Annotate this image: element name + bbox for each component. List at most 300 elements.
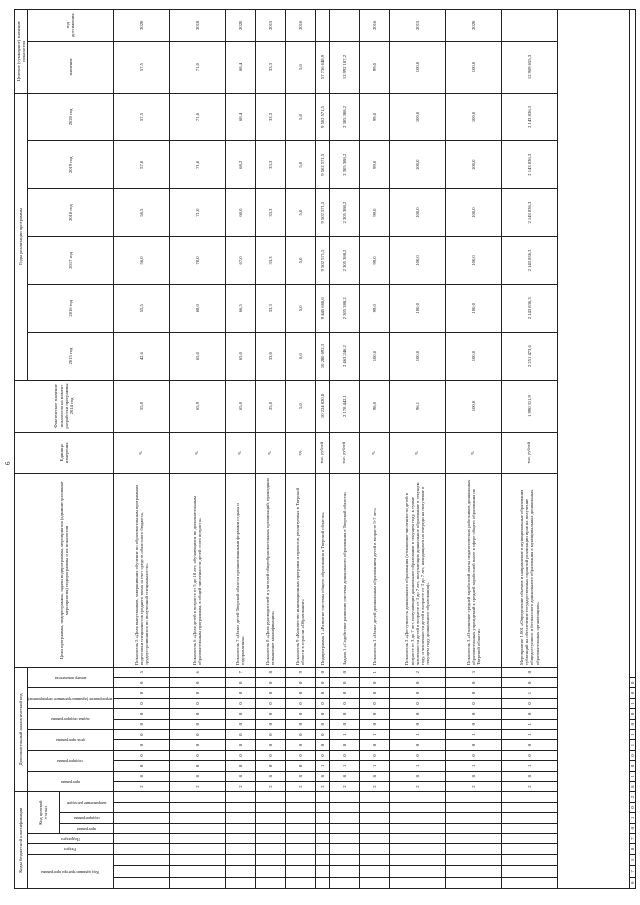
code-digit: 0 — [389, 740, 445, 750]
bottom-code-digit: 1 — [629, 729, 635, 739]
header-expense-direction: направление расходов — [66, 800, 107, 806]
year-value-cell: 100,0 — [389, 237, 445, 285]
year-value-cell: 100,0 — [389, 332, 445, 380]
target-year-cell: 2015 — [389, 10, 445, 42]
classification-cell — [225, 813, 255, 823]
classification-cell — [169, 877, 225, 888]
bottom-code-digit: 7 — [629, 866, 635, 877]
classification-cell — [225, 823, 255, 833]
classification-cell — [445, 833, 501, 843]
classification-cell — [389, 792, 445, 802]
year-value-cell: 100,0 — [359, 332, 389, 380]
classification-cell — [359, 854, 389, 865]
code-digit: 1 — [501, 729, 557, 739]
table-row — [169, 10, 225, 889]
bottom-code-row — [629, 10, 635, 889]
code-digit: 0 — [285, 729, 315, 739]
bottom-code-digit: 7 — [629, 833, 635, 843]
year-value-cell: 68,4 — [225, 93, 255, 141]
year-value-cell: 2 143 836,3 — [501, 141, 557, 189]
year-value-cell: 100,0 — [389, 141, 445, 189]
code-digit: 0 — [169, 709, 225, 719]
bottom-code-digit: 0 — [629, 688, 635, 698]
classification-cell — [445, 854, 501, 865]
target-year-cell — [329, 10, 359, 42]
code-digit: 0 — [389, 750, 445, 760]
code-digit: 0 — [225, 729, 255, 739]
code-digit: 1 — [501, 688, 557, 698]
classification-cell — [501, 813, 557, 823]
code-digit: 0 — [225, 740, 255, 750]
unit-cell: % — [445, 432, 501, 474]
code-digit: 1 — [329, 761, 359, 771]
code-digit: 0 — [113, 719, 169, 729]
code-digit: 8 — [315, 771, 329, 781]
year-value-cell: 100,0 — [389, 93, 445, 141]
table-row — [445, 10, 501, 889]
code-digit: 0 — [225, 750, 255, 760]
code-digit: 2 — [285, 781, 315, 791]
year-value-cell: 99,0 — [359, 141, 389, 189]
classification-cell — [329, 813, 359, 823]
year-value-cell: 10 280 692,3 — [315, 332, 329, 380]
code-digit: 8 — [255, 771, 285, 781]
classification-cell — [113, 792, 169, 802]
code-digit: 0 — [389, 688, 445, 698]
bottom-code-digit: 0 — [629, 877, 635, 888]
classification-cell — [329, 877, 359, 888]
year-value-cell: 5,0 — [285, 284, 315, 332]
year-value-cell: 5,0 — [285, 93, 315, 141]
header-classification-codes: Коды бюджетной классификации — [15, 792, 28, 889]
year-value-cell: 2 143 836,3 — [501, 237, 557, 285]
year-value-cell: 100,0 — [389, 189, 445, 237]
bottom-code-digit: 1 — [629, 813, 635, 823]
year-value-cell: 9 502 571,5 — [315, 93, 329, 141]
bottom-code-digit: 1 — [629, 771, 635, 781]
code-digit: 8 — [501, 771, 557, 781]
year-value-cell: 5,0 — [285, 189, 315, 237]
classification-cell — [113, 844, 169, 854]
classification-cell — [225, 802, 255, 812]
header-year-2019: 2019 год — [27, 141, 113, 189]
classification-cell — [169, 823, 225, 833]
year-value-cell: 9 502 571,5 — [315, 141, 329, 189]
table-row — [329, 10, 359, 889]
classification-cell — [255, 823, 285, 833]
code-digit: 2 — [389, 781, 445, 791]
classification-cell — [255, 792, 285, 802]
baseline-cell: 2 178 442,1 — [329, 380, 359, 432]
code-digit: 0 — [329, 719, 359, 729]
code-digit: 0 — [329, 740, 359, 750]
target-year-cell: 2020 — [113, 10, 169, 42]
table-row — [285, 10, 315, 889]
indicator-name: Задача 1 «Содействие развитию системы дошкольного образования в Тверской области» — [329, 474, 359, 667]
code-digit: 0 — [285, 740, 315, 750]
year-value-cell: 56,0 — [113, 237, 169, 285]
classification-cell — [329, 792, 359, 802]
year-value-cell: 68,2 — [225, 141, 255, 189]
classification-cell — [389, 833, 445, 843]
year-value-cell: 100,0 — [445, 332, 501, 380]
code-digit: 1 — [359, 761, 389, 771]
code-digit: 0 — [315, 688, 329, 698]
year-value-cell: 57,0 — [113, 141, 169, 189]
classification-cell — [315, 792, 329, 802]
year-value-cell: 99,0 — [359, 237, 389, 285]
code-digit: 0 — [359, 709, 389, 719]
header-goal-code: цель программы — [55, 738, 85, 744]
indicator-name: Показатель 8 «Доля руководителей и учителей общеобразовательных организаций, прошедших повышение квалификации» — [255, 474, 285, 667]
classification-cell — [169, 802, 225, 812]
bottom-code-digit: 1 — [629, 698, 635, 708]
code-digit: 0 — [113, 740, 169, 750]
code-digit: 2 — [359, 781, 389, 791]
code-digit: 0 — [389, 709, 445, 719]
classification-cell — [445, 866, 501, 877]
year-value-cell: 68,0 — [225, 189, 255, 237]
code-digit: 2 — [225, 781, 255, 791]
code-digit: 0 — [169, 761, 225, 771]
classification-cell — [501, 877, 557, 888]
year-value-cell: 2 305 388,2 — [329, 189, 359, 237]
classification-cell — [113, 854, 169, 865]
classification-cell — [359, 792, 389, 802]
classification-cell — [285, 833, 315, 843]
code-digit: 0 — [315, 698, 329, 708]
classification-cell — [315, 823, 329, 833]
classification-cell — [113, 823, 169, 833]
header-additional-classifier: Дополнительный аналитический код — [15, 667, 28, 792]
code-digit: 0 — [315, 750, 329, 760]
code-digit: 0 — [225, 709, 255, 719]
header-task-code: задача подпрограммы — [50, 717, 90, 723]
classification-cell — [315, 813, 329, 823]
classification-cell — [169, 844, 225, 854]
baseline-cell: 96,1 — [389, 380, 445, 432]
unit-cell: % — [225, 432, 255, 474]
classification-cell — [225, 877, 255, 888]
code-digit: 8 — [225, 771, 255, 781]
code-digit: 0 — [255, 740, 285, 750]
code-digit: 1 — [445, 761, 501, 771]
classification-cell — [389, 866, 445, 877]
unit-cell: % — [389, 432, 445, 474]
classification-cell — [389, 877, 445, 888]
classification-cell — [329, 844, 359, 854]
header-year-2017: 2017 год — [27, 237, 113, 285]
header-target-article: Код целевой статьи — [27, 792, 59, 834]
bottom-code-digit: 0 — [629, 802, 635, 812]
code-digit: 0 — [359, 750, 389, 760]
code-digit: 0 — [329, 688, 359, 698]
classification-cell — [285, 823, 315, 833]
classification-cell — [359, 877, 389, 888]
year-value-cell: 9 445 660,6 — [315, 284, 329, 332]
classification-cell — [389, 823, 445, 833]
code-digit: 1 — [329, 729, 359, 739]
target-year-cell: 2020 — [445, 10, 501, 42]
page-number: 6 — [4, 461, 12, 465]
header-section: Раздел — [64, 847, 77, 853]
code-digit: 0 — [113, 678, 169, 688]
classification-cell — [113, 802, 169, 812]
code-digit: 0 — [285, 709, 315, 719]
code-digit: 2 — [315, 781, 329, 791]
code-digit: 0 — [329, 750, 359, 760]
header-baseline: Фактическое значение показателя на момент разработки программы 2014 год — [15, 380, 114, 432]
code-digit: 8 — [329, 771, 359, 781]
header-year-2020: 2020 год — [27, 93, 113, 141]
code-digit: 0 — [445, 750, 501, 760]
classification-cell — [255, 866, 285, 877]
target-value-cell: 12 969 655,3 — [501, 41, 557, 93]
code-digit: 0 — [445, 688, 501, 698]
code-digit: 0 — [315, 667, 329, 677]
classification-cell — [501, 823, 557, 833]
code-digit: 0 — [169, 750, 225, 760]
baseline-cell: 65,0 — [225, 380, 255, 432]
code-digit: 0 — [255, 688, 285, 698]
classification-cell — [329, 823, 359, 833]
year-value-cell: 2 305 388,2 — [329, 141, 359, 189]
code-digit: 0 — [445, 678, 501, 688]
code-digit: 0 — [445, 698, 501, 708]
unit-cell: % — [359, 432, 389, 474]
code-digit: 1 — [389, 729, 445, 739]
target-year-cell: 2015 — [255, 10, 285, 42]
code-digit: 0 — [169, 729, 225, 739]
unit-cell: тыс. рублей — [329, 432, 359, 474]
code-digit: 1 — [501, 719, 557, 729]
target-value-cell: 5,0 — [285, 41, 315, 93]
header-target: Целевое (суммарное) значение показателя — [15, 10, 28, 94]
classification-cell — [359, 866, 389, 877]
year-value-cell: 2 305 388,2 — [329, 237, 359, 285]
target-year-cell: 2016 — [285, 10, 315, 42]
header-activity-code: мероприятие (административное мероприятие) — [28, 696, 113, 702]
header-subprogram-code: подпрограмма — [57, 759, 84, 765]
classification-cell — [501, 792, 557, 802]
table-body — [113, 10, 557, 889]
header-unit: Единица измерения — [15, 432, 114, 474]
table-row — [501, 10, 557, 889]
code-digit: 0 — [255, 719, 285, 729]
code-digit: 0 — [501, 709, 557, 719]
code-digit: 8 — [113, 771, 169, 781]
code-digit: 0 — [285, 688, 315, 698]
target-year-cell: 2016 — [359, 10, 389, 42]
code-digit: 8 — [389, 771, 445, 781]
code-digit: 0 — [329, 667, 359, 677]
unit-cell: ед. — [285, 432, 315, 474]
code-digit: 0 — [255, 750, 285, 760]
baseline-cell: 55,0 — [113, 380, 169, 432]
classification-cell — [315, 833, 329, 843]
target-value-cell: 99,0 — [359, 41, 389, 93]
code-digit: 0 — [169, 688, 225, 698]
code-digit: 1 — [445, 729, 501, 739]
code-digit: 3 — [445, 667, 501, 677]
header-subprogram: подпрограмма — [73, 816, 100, 822]
header-years-of-implementation: Годы реализации программы — [15, 93, 28, 380]
code-digit: 0 — [255, 698, 285, 708]
code-digit: 1 — [315, 761, 329, 771]
target-year-cell: 2020 — [225, 10, 255, 42]
classification-cell — [169, 813, 225, 823]
code-digit: 0 — [389, 719, 445, 729]
year-value-cell: 33,3 — [255, 93, 285, 141]
header-administrator-code: Код администратора программы — [41, 869, 100, 875]
year-value-cell: 100,0 — [445, 189, 501, 237]
year-value-cell: 42,6 — [113, 332, 169, 380]
year-value-cell: 2 305 388,2 — [329, 284, 359, 332]
classification-cell — [389, 813, 445, 823]
classification-cell — [501, 833, 557, 843]
code-digit: 0 — [113, 750, 169, 760]
classification-cell — [255, 813, 285, 823]
baseline-cell: 65,9 — [169, 380, 225, 432]
code-digit: 0 — [113, 761, 169, 771]
classification-cell — [255, 833, 285, 843]
bottom-code-digit: 0 — [629, 761, 635, 771]
indicator-name: Показатель 3 «Отношение средней заработной платы педагогических работников дошкольных образовательных учреждений к средней заработной плате в сфере общего образования по Тверской области» — [445, 474, 501, 667]
year-value-cell: 100,0 — [389, 284, 445, 332]
classification-cell — [445, 877, 501, 888]
code-digit: 0 — [315, 729, 329, 739]
table-header — [15, 10, 114, 889]
classification-cell — [255, 854, 285, 865]
classification-cell — [225, 866, 255, 877]
code-digit: 0 — [169, 740, 225, 750]
bottom-row-rest — [629, 10, 635, 678]
target-year-cell — [315, 10, 329, 42]
code-digit: 9 — [285, 667, 315, 677]
code-digit: 8 — [359, 771, 389, 781]
code-digit: 8 — [255, 667, 285, 677]
classification-cell — [359, 802, 389, 812]
year-value-cell: 100,0 — [445, 284, 501, 332]
table-row — [255, 10, 285, 889]
code-digit: 0 — [225, 688, 255, 698]
code-digit: 2 — [329, 781, 359, 791]
code-digit: 0 — [359, 688, 389, 698]
classification-cell — [225, 844, 255, 854]
baseline-cell: 100,0 — [445, 380, 501, 432]
code-digit: 0 — [255, 709, 285, 719]
code-digit: 2 — [169, 781, 225, 791]
classification-cell — [255, 844, 285, 854]
target-value-cell: 57,5 — [113, 41, 169, 93]
year-value-cell: 9 502 571,5 — [315, 237, 329, 285]
classification-cell — [315, 866, 329, 877]
code-digit: 0 — [315, 678, 329, 688]
classification-cell — [501, 866, 557, 877]
header-goals: Цели программы, подпрограммы, задачи подпрограммы, мероприятия (административные мероприятия) подпрограммы и их показатели — [15, 474, 114, 667]
year-value-cell: 65,0 — [169, 332, 225, 380]
code-digit: 0 — [255, 761, 285, 771]
classification-cell — [169, 833, 225, 843]
code-digit: 0 — [359, 698, 389, 708]
classification-cell — [315, 802, 329, 812]
year-value-cell: 99,0 — [359, 189, 389, 237]
classification-cell — [501, 854, 557, 865]
unit-cell: % — [169, 432, 225, 474]
year-value-cell: 33,3 — [255, 189, 285, 237]
classification-cell — [329, 802, 359, 812]
baseline-cell: 25,0 — [255, 380, 285, 432]
code-digit: 0 — [285, 719, 315, 729]
table-row — [359, 10, 389, 889]
code-digit: 0 — [225, 678, 255, 688]
classification-cell — [285, 854, 315, 865]
table-row — [389, 10, 445, 889]
year-value-cell: 2 463 246,2 — [329, 332, 359, 380]
year-value-cell: 33,3 — [255, 284, 285, 332]
header-program-code: программа — [60, 779, 80, 785]
bottom-code-digit: 5 — [629, 854, 635, 865]
target-value-cell: 13 992 187,2 — [329, 41, 359, 93]
year-value-cell: 55,5 — [113, 284, 169, 332]
table-row — [315, 10, 329, 889]
classification-cell — [445, 844, 501, 854]
classification-cell — [445, 813, 501, 823]
code-digit: 0 — [315, 740, 329, 750]
unit-cell: тыс. рублей — [315, 432, 329, 474]
header-target-year: год достижения — [27, 10, 113, 42]
code-digit: 8 — [285, 771, 315, 781]
bottom-code-digit: 0 — [629, 719, 635, 729]
classification-cell — [445, 792, 501, 802]
code-digit: 0 — [169, 678, 225, 688]
year-value-cell: 2 143 836,3 — [501, 189, 557, 237]
code-digit: 0 — [113, 709, 169, 719]
classification-cell — [389, 802, 445, 812]
classification-cell — [225, 833, 255, 843]
year-value-cell: 65,0 — [225, 332, 255, 380]
classification-cell — [359, 823, 389, 833]
code-digit: 0 — [501, 678, 557, 688]
code-digit: 1 — [359, 667, 389, 677]
code-digit: 0 — [445, 719, 501, 729]
program-indicators-table — [14, 9, 636, 889]
code-digit: 5 — [113, 667, 169, 677]
code-digit: 6 — [169, 667, 225, 677]
bottom-code-digit: 2 — [629, 792, 635, 802]
year-value-cell: 67,0 — [225, 237, 255, 285]
code-digit: 0 — [315, 719, 329, 729]
header-subsection: Подраздел — [60, 837, 80, 843]
classification-cell — [113, 813, 169, 823]
code-digit: 0 — [445, 709, 501, 719]
unit-cell: тыс. рублей — [501, 432, 557, 474]
code-digit: 2 — [501, 781, 557, 791]
indicator-name: Показатель 9 «Количество инновационных программ и проектов, реализуемых в Тверской области в отрасли «Образование» — [285, 474, 315, 667]
code-digit: 0 — [329, 698, 359, 708]
code-digit: 0 — [315, 709, 329, 719]
classification-cell — [285, 802, 315, 812]
year-value-cell: 2 143 836,3 — [501, 284, 557, 332]
code-digit: 1 — [359, 729, 389, 739]
code-digit: 0 — [501, 740, 557, 750]
code-digit: 0 — [359, 678, 389, 688]
header-indicator-code: номер показателя — [54, 675, 86, 681]
code-digit: 0 — [501, 750, 557, 760]
classification-cell — [359, 844, 389, 854]
table-row — [113, 10, 169, 889]
code-digit: 0 — [225, 698, 255, 708]
